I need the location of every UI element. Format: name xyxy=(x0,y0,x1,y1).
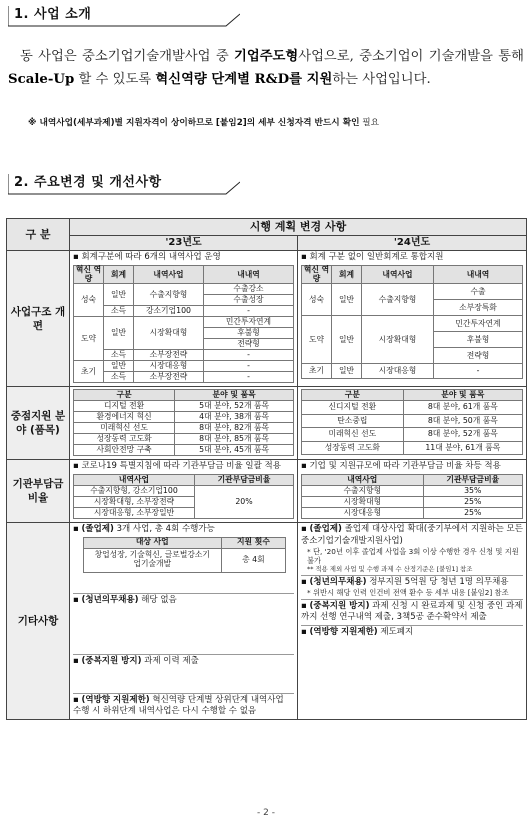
inner-cell: 시장대응형 xyxy=(134,361,204,372)
graduation-2023-bold: (졸업제) xyxy=(81,524,114,535)
structure-2023-table xyxy=(73,265,294,383)
inner-cell: 환경에너지 혁신 xyxy=(74,412,175,423)
notice-bold: ※ 내역사업(세부과제)별 지원자격이 상이하므로 [붙임2]의 세부 신청자격 반드시 확인 xyxy=(28,118,360,128)
inner-cell: - xyxy=(204,306,294,317)
inner-cell: 5대 분야, 45개 품목 xyxy=(175,445,294,456)
inner-cell: 8대 분야, 85개 품목 xyxy=(175,434,294,445)
inner-cell: 일반 xyxy=(104,284,134,306)
inner-cell: 시장대응형 xyxy=(362,364,434,379)
inner-cell: 수출지향형 xyxy=(302,486,424,497)
inner-cell: 일반 xyxy=(332,364,362,379)
inner-cell: 성숙 xyxy=(74,284,104,317)
inner-cell: 35% xyxy=(423,486,522,497)
section-1-title: 1. 사업 소개 xyxy=(14,7,92,22)
inner-header: 대상 사업 xyxy=(84,537,222,548)
structure-2024-cell xyxy=(298,251,527,387)
inner-cell: 수출지향형, 강소기업100 xyxy=(74,486,195,497)
structure-2024-table xyxy=(301,265,523,379)
inner-cell: 소득 xyxy=(104,372,134,383)
inner-cell: 창업성장, 기술혁신, 글로벌강소기업기술개발 xyxy=(84,548,222,572)
inner-header: 혁신 역량 xyxy=(74,266,104,284)
inner-cell: - xyxy=(204,361,294,372)
inner-header: 분야 및 품목 xyxy=(175,390,294,401)
intro-bold: 기업주도형 xyxy=(234,49,299,64)
inner-cell: - xyxy=(204,372,294,383)
inner-header: 회계 xyxy=(332,266,362,284)
inner-cell: 미래혁신 선도 xyxy=(74,423,175,434)
inner-cell: 4대 분야, 38개 품목 xyxy=(175,412,294,423)
burden-2023-bullet: ▪ 코로나19 특별지침에 따라 기관부담금 비율 일괄 적용 xyxy=(73,461,294,472)
inner-header: 구분 xyxy=(302,390,404,401)
inner-cell: 8대 분야, 52개 품목 xyxy=(403,428,522,442)
inner-cell: 8대 분야, 82개 품목 xyxy=(175,423,294,434)
graduation-2024 xyxy=(301,524,523,546)
inner-header: 구분 xyxy=(74,390,175,401)
inner-cell: 시장대응형 xyxy=(302,508,424,519)
focus-2024-table xyxy=(301,389,523,455)
duplicate-2024-bold: (중복지원 방지) xyxy=(309,600,370,611)
inner-cell: 20% xyxy=(195,486,294,519)
inner-header: 내역사업 xyxy=(74,475,195,486)
duplicate-2024-text: 과제 신청 시 완료과제 및 신청 중인 과제까지 선행 연구내역 제출, 3책5공 준수확약서 제출 xyxy=(301,600,523,622)
inner-cell: 시장확대형 xyxy=(362,316,434,364)
inner-cell: 5대 분야, 52개 품목 xyxy=(175,401,294,412)
inner-cell: 초기 xyxy=(74,361,104,383)
inner-cell: 디지털 전환 xyxy=(74,401,175,412)
duplicate-2023 xyxy=(73,656,294,667)
reverse-limit-2023-bold: (역방향 지원제한) xyxy=(81,694,150,705)
inner-cell: 수출지향형 xyxy=(362,284,434,316)
inner-cell: 수출 xyxy=(434,284,523,300)
youth-hiring-2023 xyxy=(73,595,294,606)
inner-cell: - xyxy=(204,350,294,361)
header-2024: '24년도 xyxy=(298,235,527,251)
inner-cell: 25% xyxy=(423,497,522,508)
inner-header: 기관부담금비율 xyxy=(423,475,522,486)
structure-2023-bullet: ▪ 회계구분에 따라 6개의 내역사업 운영 xyxy=(73,252,294,263)
graduation-2023-table xyxy=(83,537,286,573)
table-row xyxy=(7,387,527,460)
graduation-2024-bold: (졸업제) xyxy=(309,524,342,535)
row-label-burden: 기관부담금 비율 xyxy=(7,460,70,523)
inner-cell: 소부장전략 xyxy=(134,372,204,383)
reverse-limit-2024-bold: (역방향 지원제한) xyxy=(309,627,378,638)
inner-header: 내역사업 xyxy=(134,266,204,284)
inner-cell: 초기 xyxy=(302,364,332,379)
structure-2024-bullet: ▪ 회계 구분 없이 일반회계로 통합지원 xyxy=(301,252,523,263)
burden-2024-table xyxy=(301,474,523,519)
burden-2023-cell xyxy=(70,460,298,523)
reverse-limit-2023-text: 혁신역량 단계별 상위단계 내역사업 수행 시 하위단계 내역사업은 다시 수행할 수 없음 xyxy=(73,694,284,716)
inner-cell: 후불형 xyxy=(434,332,523,348)
inner-cell: 민간투자연계 xyxy=(434,316,523,332)
inner-cell: 도약 xyxy=(302,316,332,364)
inner-header: 회계 xyxy=(104,266,134,284)
inner-header: 내역사업 xyxy=(362,266,434,284)
inner-header: 내역사업 xyxy=(302,475,424,486)
section-2-header xyxy=(8,174,240,194)
inner-header: 내내역 xyxy=(434,266,523,284)
intro-bold: Scale-Up xyxy=(8,71,75,87)
table-row xyxy=(7,523,527,719)
intro-text: 동 사업은 중소기업기술개발사업 중 xyxy=(20,49,234,64)
graduation-2024-text: 졸업제 대상사업 확대(중기부에서 지원하는 모든 중소기업기술개발지원사업) xyxy=(301,524,523,546)
inner-cell: 소득 xyxy=(104,350,134,361)
page-number: - 2 - xyxy=(257,808,275,818)
etc-2023-cell xyxy=(70,523,298,719)
header-change: 시행 계획 변경 사항 xyxy=(70,219,527,236)
focus-2023-cell xyxy=(70,387,298,460)
youth-hiring-2024-text: 정부지원 5억원 당 청년 1명 의무채용 xyxy=(366,576,509,587)
reverse-limit-2024-text: 제도폐지 xyxy=(377,627,414,638)
youth-hiring-2024-bold: (청년의무채용) xyxy=(309,576,367,587)
inner-cell: - xyxy=(434,364,523,379)
graduation-2023-text: 3개 사업, 총 4회 수행가능 xyxy=(113,524,215,535)
inner-cell: 민간투자연계 xyxy=(204,317,294,328)
etc-2024-cell xyxy=(298,523,527,719)
inner-header: 기관부담금비율 xyxy=(195,475,294,486)
header-gubun: 구 분 xyxy=(7,219,70,251)
duplicate-2023-text: 과제 이력 제출 xyxy=(141,655,199,666)
inner-cell: 수출지향형 xyxy=(134,284,204,306)
inner-cell: 시장대응형, 소부장일반 xyxy=(74,508,195,519)
inner-cell: 소부장특화 xyxy=(434,300,523,316)
inner-cell: 사회안전망 구축 xyxy=(74,445,175,456)
inner-cell: 강소기업100 xyxy=(134,306,204,317)
inner-cell: 후불형 xyxy=(204,328,294,339)
inner-header: 분야 및 품목 xyxy=(403,390,522,401)
inner-cell: 탄소중립 xyxy=(302,414,404,428)
inner-cell: 신디지털 전환 xyxy=(302,401,404,415)
graduation-2024-note: ** 적용 제외 사업 및 수행 과제 수 산정기준은 [붙임1] 참조 xyxy=(307,564,473,573)
row-label-structure: 사업구조 개편 xyxy=(7,251,70,387)
table-row xyxy=(7,251,527,387)
inner-cell: 성장동력 고도화 xyxy=(302,441,404,455)
notice-normal: 필요 xyxy=(359,118,380,128)
row-label-focus xyxy=(7,387,70,460)
inner-cell: 8대 분야, 50개 품목 xyxy=(403,414,522,428)
section-2-title: 2. 주요변경 및 개선사항 xyxy=(14,175,162,190)
inner-cell: 전략형 xyxy=(204,339,294,350)
inner-cell: 일반 xyxy=(332,284,362,316)
inner-cell: 일반 xyxy=(104,317,134,350)
inner-cell: 성숙 xyxy=(302,284,332,316)
duplicate-2023-bold: (중복지원 방지) xyxy=(81,655,142,666)
row-label-focus-text: 중점지원 분야 (품목) xyxy=(10,410,66,437)
inner-cell: 미래혁신 선도 xyxy=(302,428,404,442)
focus-2023-table xyxy=(73,389,294,456)
focus-2024-cell xyxy=(298,387,527,460)
graduation-2023 xyxy=(73,524,294,535)
inner-header: 지원 횟수 xyxy=(221,537,286,548)
inner-cell: 시장확대형 xyxy=(302,497,424,508)
inner-header: 내내역 xyxy=(204,266,294,284)
inner-cell: 시장확대형 xyxy=(134,317,204,350)
youth-hiring-2023-text: 해당 없음 xyxy=(138,594,177,605)
table-row xyxy=(7,460,527,523)
inner-header: 혁신 역량 xyxy=(302,266,332,284)
inner-cell: 25% xyxy=(423,508,522,519)
inner-cell: 일반 xyxy=(332,316,362,364)
youth-hiring-2024 xyxy=(301,577,523,588)
inner-cell: 성장동력 고도화 xyxy=(74,434,175,445)
youth-hiring-2024-note: * 위반시 해당 인력 인건비 전액 환수 등 세부 내용 [붙임2] 참조 xyxy=(307,587,509,597)
reverse-limit-2023 xyxy=(73,695,294,717)
intro-text: 할 수 있도록 xyxy=(74,71,156,87)
graduation-2024-note: * 단, '20년 이후 졸업제 사업을 3회 이상 수행한 경우 신청 및 지원 불가 xyxy=(307,546,519,565)
inner-cell: 일반 xyxy=(104,361,134,372)
intro-text: 사업으로, 중소기업이 기술개발을 통해 xyxy=(298,49,524,64)
inner-cell: 소부장전략 xyxy=(134,350,204,361)
intro-text: 하는 사업입니다. xyxy=(332,71,431,87)
inner-cell: 시장확대형, 소부장전략 xyxy=(74,497,195,508)
intro-bold: 혁신역량 단계별 R&D를 지원 xyxy=(155,71,333,87)
youth-hiring-2023-bold: (청년의무채용) xyxy=(81,594,139,605)
inner-cell: 8대 분야, 61개 품목 xyxy=(403,401,522,415)
inner-cell: 11대 분야, 61개 품목 xyxy=(403,441,522,455)
inner-cell: 소득 xyxy=(104,306,134,317)
structure-2023-cell xyxy=(70,251,298,387)
section-1-header xyxy=(8,6,240,26)
intro-paragraph xyxy=(8,46,524,91)
inner-cell: 수출성장 xyxy=(204,295,294,306)
notice-line xyxy=(28,118,379,129)
changes-table xyxy=(6,218,527,720)
burden-2024-cell xyxy=(298,460,527,523)
inner-cell: 도약 xyxy=(74,317,104,361)
burden-2023-table xyxy=(73,474,294,519)
inner-cell: 총 4회 xyxy=(221,548,286,572)
row-label-etc: 기타사항 xyxy=(7,523,70,719)
header-2023: '23년도 xyxy=(70,235,298,251)
inner-cell: 수출강소 xyxy=(204,284,294,295)
reverse-limit-2024 xyxy=(301,627,523,638)
duplicate-2024 xyxy=(301,601,523,623)
burden-2024-bullet: ▪ 기업 및 지원규모에 따라 기관부담금 비율 차등 적용 xyxy=(301,461,523,472)
inner-cell: 전략형 xyxy=(434,348,523,364)
